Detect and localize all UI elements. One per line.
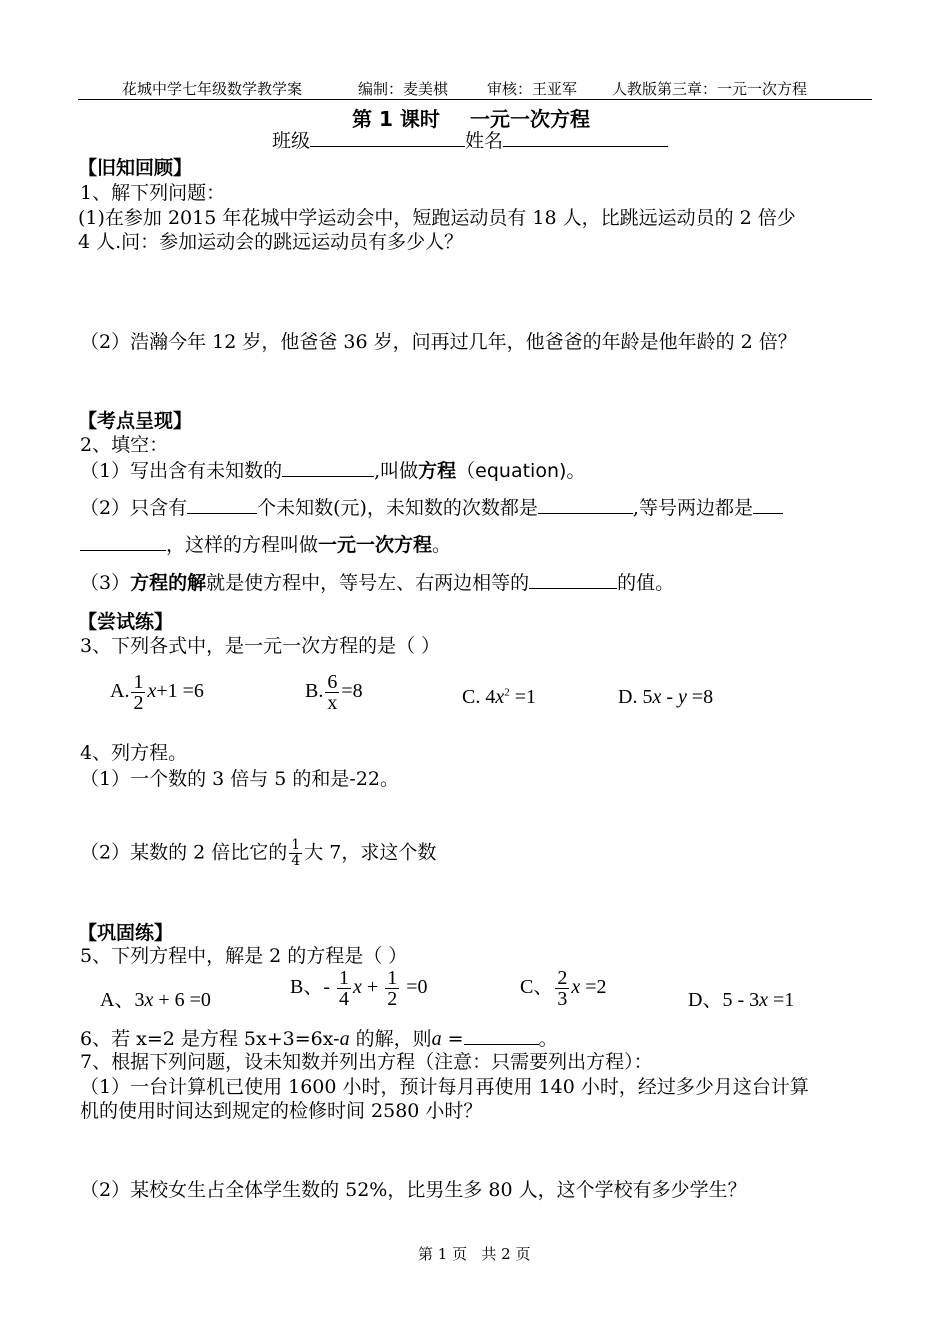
q2-p2-text-e: 。 — [432, 534, 452, 556]
q3-b-rest: =8 — [341, 680, 363, 703]
q3-a-rest: +1 =6 — [156, 680, 204, 703]
q3-d-coef: 5 — [642, 686, 653, 708]
q5-c-label: C、 — [520, 976, 554, 999]
q4-stem: 4、列方程。 — [80, 742, 188, 764]
q3-d-var1: x — [652, 686, 662, 708]
q4-part2 — [80, 838, 436, 869]
footer-total-pages: 共 2 页 — [481, 1245, 531, 1263]
q3-a-label: A. — [110, 680, 130, 703]
header-rule — [78, 99, 872, 100]
header-school: 花城中学七年级数学教学案 — [122, 80, 303, 98]
q5-a-coef: 3 — [134, 989, 145, 1011]
student-info — [272, 128, 668, 153]
q3-option-d — [618, 686, 713, 709]
q2-p2-blank3b[interactable] — [80, 532, 166, 551]
q6-text-b: 的解，则 — [349, 1028, 432, 1050]
footer-page-number: 第 1 页 — [418, 1245, 468, 1263]
q2-p3-text-c: 的值。 — [617, 572, 675, 594]
q4-p2-den: 4 — [291, 853, 301, 869]
q5-b-label: B、 — [290, 976, 324, 999]
q5-a-label: A、 — [100, 989, 135, 1011]
lesson-number: 第 1 课时 — [352, 107, 440, 131]
q5-b-fraction2 — [385, 968, 399, 1009]
q5-b-fraction1 — [337, 968, 351, 1009]
q6-text-c: = — [441, 1028, 464, 1050]
q5-a-var: x — [144, 989, 154, 1011]
section-consolidate: 【巩固练】 — [78, 922, 174, 944]
q5-b-den1: 4 — [339, 988, 350, 1010]
q6-var-a: a — [339, 1028, 350, 1050]
q5-d-var: x — [759, 989, 769, 1011]
q3-a-num: 1 — [133, 671, 144, 693]
q3-d-label: D. — [618, 686, 638, 708]
q2-p2-blank1[interactable] — [187, 495, 257, 514]
q5-c-var: x — [571, 976, 581, 999]
section-focus: 【考点呈现】 — [78, 410, 193, 432]
q5-b-var: x — [353, 976, 362, 999]
name-label: 姓名 — [465, 130, 504, 152]
header-chapter: 人教版第三章：一元一次方程 — [612, 80, 808, 98]
q5-option-d — [688, 983, 794, 1012]
q3-b-num: 6 — [327, 671, 338, 693]
name-blank[interactable] — [503, 128, 668, 147]
q2-p1-text-a: （1）写出含有未知数的 — [80, 460, 283, 482]
q2-p3-text-b: 就是使方程中，等号左、右两边相等的 — [206, 572, 530, 594]
q6-text-d: 。 — [538, 1028, 558, 1050]
class-blank[interactable] — [310, 128, 465, 147]
q5-option-c — [520, 968, 607, 1009]
q6-blank[interactable] — [464, 1026, 539, 1045]
q2-p3-text-a: （3） — [80, 572, 131, 594]
q3-option-c — [462, 686, 536, 709]
q7-stem: 7、根据下列问题，设未知数并列出方程（注意：只需要列出方程）： — [80, 1051, 653, 1073]
q3-c-rest: =1 — [509, 686, 537, 708]
q7-part1-line1: （1）一台计算机已使用 1600 小时，预计每月再使用 140 小时，经过多少月这台计算 — [80, 1076, 809, 1098]
q2-p1-blank[interactable] — [282, 458, 374, 477]
q1-stem: 1、解下列问题： — [80, 182, 226, 204]
q5-d-label: D、 — [688, 989, 723, 1011]
q5-stem: 5、下列方程中，解是 2 的方程是（ ） — [80, 945, 408, 967]
q5-b-sign: - — [323, 976, 336, 999]
q2-stem: 2、填空： — [80, 434, 169, 456]
q2-p1-text-c: （equation)。 — [456, 460, 586, 482]
q3-d-minus: - — [661, 686, 679, 708]
q3-option-b — [305, 672, 363, 713]
q2-p2-text-a: （2）只含有 — [80, 497, 188, 519]
q3-a-fraction — [131, 672, 145, 713]
q2-p1-term: 方程 — [418, 460, 457, 482]
q2-part1 — [80, 458, 585, 483]
header-editor: 编制：麦美棋 — [358, 80, 449, 98]
q5-b-num1: 1 — [339, 967, 350, 989]
q4-p2-fraction — [289, 838, 302, 869]
q1-part2: （2）浩瀚今年 12 岁，他爸爸 36 岁，问再过几年，他爸爸的年龄是他年龄的 2 倍？ — [80, 331, 797, 353]
q2-p2-text-d: ，这样的方程叫做 — [166, 534, 319, 556]
q2-p2-blank3a[interactable] — [753, 495, 783, 514]
q1-part1-line1: (1)在参加 2015 年花城中学运动会中，短跑运动员有 18 人，比跳远运动员的 2 倍少 — [78, 207, 796, 229]
q2-p1-text-b: ,叫做 — [374, 460, 419, 482]
q5-a-rest: + 6 =0 — [153, 989, 211, 1011]
q2-p3-blank[interactable] — [529, 570, 617, 589]
q3-d-rest: =8 — [686, 686, 714, 708]
q2-part2-line1 — [80, 495, 783, 520]
q2-part3 — [80, 570, 674, 595]
q4-part1: （1）一个数的 3 倍与 5 的和是-22。 — [80, 768, 400, 790]
section-try: 【尝试练】 — [78, 611, 174, 633]
section-review: 【旧知回顾】 — [78, 157, 193, 179]
q5-b-den2: 2 — [387, 988, 398, 1010]
q3-b-label: B. — [305, 680, 324, 703]
q2-p2-text-c: ,等号两边都是 — [632, 497, 753, 519]
q6-line — [80, 1026, 558, 1051]
q3-option-a — [110, 672, 204, 713]
q2-p3-term: 方程的解 — [130, 572, 207, 594]
q3-stem: 3、下列各式中，是一元一次方程的是（ ） — [80, 635, 441, 657]
q2-p2-blank2[interactable] — [538, 495, 633, 514]
q3-b-den: x — [327, 692, 338, 714]
q4-p2-num: 1 — [291, 837, 301, 853]
class-label: 班级 — [272, 130, 311, 152]
q5-d-lead: 5 - 3 — [722, 989, 760, 1011]
q5-c-den: 3 — [557, 988, 568, 1010]
q3-a-den: 2 — [133, 692, 144, 714]
q3-c-var: x — [495, 686, 505, 708]
q3-c-exp: 2 — [504, 686, 510, 699]
q2-p2-term: 一元一次方程 — [318, 534, 433, 556]
q5-option-b — [290, 968, 427, 1009]
q2-p2-text-b: 个未知数(元)，未知数的次数都是 — [257, 497, 538, 519]
q3-c-label: C. — [462, 686, 481, 708]
footer-page — [418, 1245, 531, 1263]
q3-d-var2: y — [678, 686, 687, 708]
q5-option-a — [100, 983, 211, 1012]
q5-b-num2: 1 — [387, 967, 398, 989]
q3-b-fraction — [325, 672, 339, 713]
q3-a-var: x — [147, 680, 157, 703]
header-reviewer: 审核：王亚军 — [487, 80, 578, 98]
lesson-topic: 一元一次方程 — [470, 107, 590, 131]
q3-c-coef: 4 — [485, 686, 496, 708]
q5-b-plus: + — [361, 976, 384, 999]
q6-var-a-2: a — [431, 1028, 442, 1050]
q2-part2-line2 — [80, 532, 451, 557]
q7-part1-line2: 机的使用时间达到规定的检修时间 2580 小时？ — [80, 1100, 483, 1122]
q5-c-rest: =2 — [580, 976, 607, 999]
q7-part2: （2）某校女生占全体学生数的 52%，比男生多 80 人，这个学校有多少学生？ — [80, 1179, 747, 1201]
q5-d-rest: =1 — [768, 989, 795, 1011]
q4-p2-text-a: （2）某数的 2 倍比它的 — [80, 841, 288, 864]
q5-b-rest: =0 — [401, 976, 428, 999]
q1-part1-line2: 4 人.问：参加运动会的跳远运动员有多少人？ — [78, 231, 464, 253]
q4-p2-text-b: 大 7，求这个数 — [304, 841, 437, 864]
q6-text-a: 6、若 x=2 是方程 5x+3=6x- — [80, 1028, 340, 1050]
q5-c-num: 2 — [557, 967, 568, 989]
q5-c-fraction — [555, 968, 569, 1009]
